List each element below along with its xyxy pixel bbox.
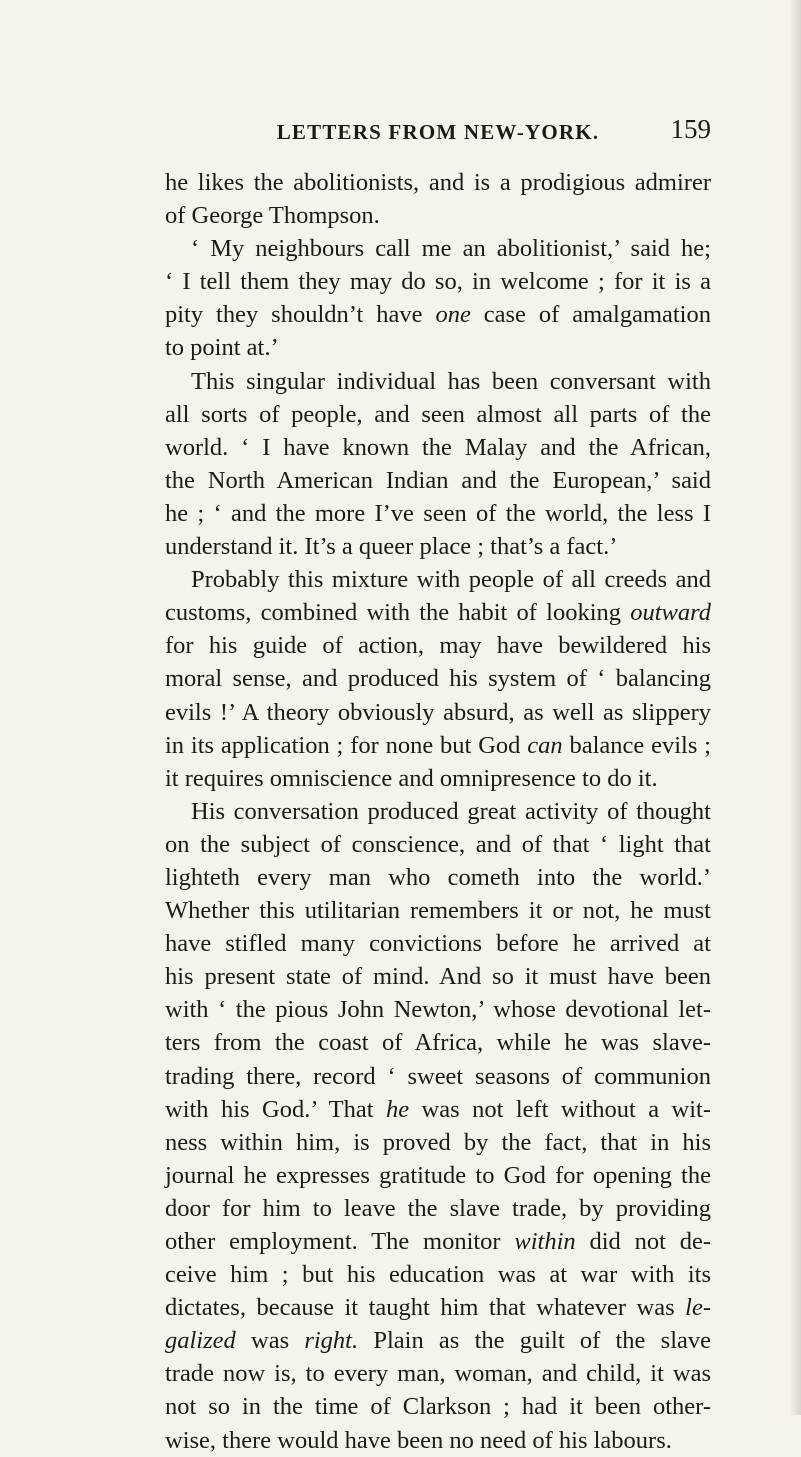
italic-text: can — [527, 731, 563, 759]
text-line — [165, 1225, 711, 1258]
text-line: Probably this mixture with people of all creeds and — [191, 566, 711, 594]
page-edge-shadow — [791, 0, 801, 1415]
text-run: balance evils ; — [562, 731, 711, 759]
text-run: Plain as the guilt of the slave — [358, 1327, 711, 1355]
text-line: journal he expresses gratitude to God for opening the — [165, 1161, 711, 1189]
text-line: Whether this utilitarian remembers it or not, he must — [165, 897, 711, 925]
text-run: in its application ; for none but God — [165, 731, 528, 759]
text-line: ‘ I tell them they may do so, in welcome ; for it is a — [165, 268, 711, 296]
text-line: ness within him, is proved by the fact, that in his — [165, 1128, 711, 1156]
italic-text: one — [435, 301, 471, 329]
text-line: on the subject of conscience, and of that ‘ light that — [165, 830, 711, 858]
text-run: was — [235, 1327, 305, 1355]
text-line — [165, 1324, 711, 1357]
text-line: ters from the coast of Africa, while he was slave- — [165, 1029, 711, 1057]
text-line — [165, 1093, 711, 1126]
text-line: trading there, record ‘ sweet seasons of communion — [165, 1062, 711, 1090]
italic-text: within — [514, 1228, 576, 1255]
text-line: evils !’ A theory obviously absurd, as well as slippery — [165, 698, 711, 726]
text-run: other employment. The monitor — [165, 1228, 515, 1255]
text-line: moral sense, and produced his system of ‘ balancing — [165, 665, 711, 693]
text-run: was not left without a wit- — [409, 1095, 711, 1123]
page-header — [165, 114, 711, 150]
text-line: wise, there would have been no need of his labours. — [165, 1426, 672, 1454]
text-line: the North American Indian and the European,’ said — [165, 466, 711, 494]
text-line: to point at.’ — [165, 334, 279, 362]
text-run: dictates, because it taught him that whatever was — [165, 1294, 686, 1322]
italic-text: galized — [165, 1327, 236, 1355]
text-line: ‘ My neighbours call me an abolitionist,’ said he; — [191, 235, 711, 263]
text-line: His conversation produced great activity of thought — [191, 797, 711, 825]
text-line: he likes the abolitionists, and is a prodigious admirer — [165, 169, 711, 196]
text-line: understand it. It’s a queer place ; that’s a fact.’ — [165, 533, 618, 561]
text-line: for his guide of action, may have bewildered his — [165, 632, 711, 660]
text-line: not so in the time of Clarkson ; had it been other- — [165, 1393, 711, 1421]
italic-text: le- — [685, 1294, 711, 1322]
text-run: did not de- — [575, 1228, 711, 1255]
text-line: he ; ‘ and the more I’ve seen of the world, the less I — [165, 499, 711, 527]
text-line: with ‘ the pious John Newton,’ whose devotional let- — [165, 996, 711, 1024]
text-line: of George Thompson. — [165, 202, 380, 230]
text-line: his present state of mind. And so it must have been — [165, 963, 711, 991]
text-line — [165, 596, 711, 629]
body-text — [165, 166, 711, 1457]
text-line: trade now is, to every man, woman, and child, it was — [165, 1360, 711, 1388]
text-run: with his God.’ That — [165, 1095, 386, 1123]
text-run: case of amalgamation — [470, 301, 711, 329]
italic-text: he — [386, 1095, 410, 1123]
text-line — [165, 1291, 711, 1324]
italic-text: right. — [304, 1327, 359, 1355]
text-line: it requires omniscience and omnipresence to do it. — [165, 764, 658, 792]
text-line: have stifled many convictions before he arrived at — [165, 930, 711, 958]
text-line: all sorts of people, and seen almost all parts of the — [165, 400, 711, 428]
text-run: customs, combined with the habit of looking — [165, 599, 631, 627]
page-number: 159 — [670, 114, 711, 144]
text-line: ceive him ; but his education was at war with its — [165, 1261, 711, 1289]
running-head: LETTERS FROM NEW-YORK. — [276, 120, 600, 144]
text-line — [165, 729, 711, 762]
text-line: This singular individual has been conversant with — [191, 367, 711, 395]
text-line: door for him to leave the slave trade, by providing — [165, 1194, 711, 1222]
text-line — [165, 298, 711, 331]
italic-text: outward — [630, 599, 711, 627]
text-run: pity they shouldn’t have — [165, 301, 436, 329]
text-line: world. ‘ I have known the Malay and the African, — [165, 433, 711, 461]
text-line: lighteth every man who cometh into the world.’ — [165, 863, 711, 891]
